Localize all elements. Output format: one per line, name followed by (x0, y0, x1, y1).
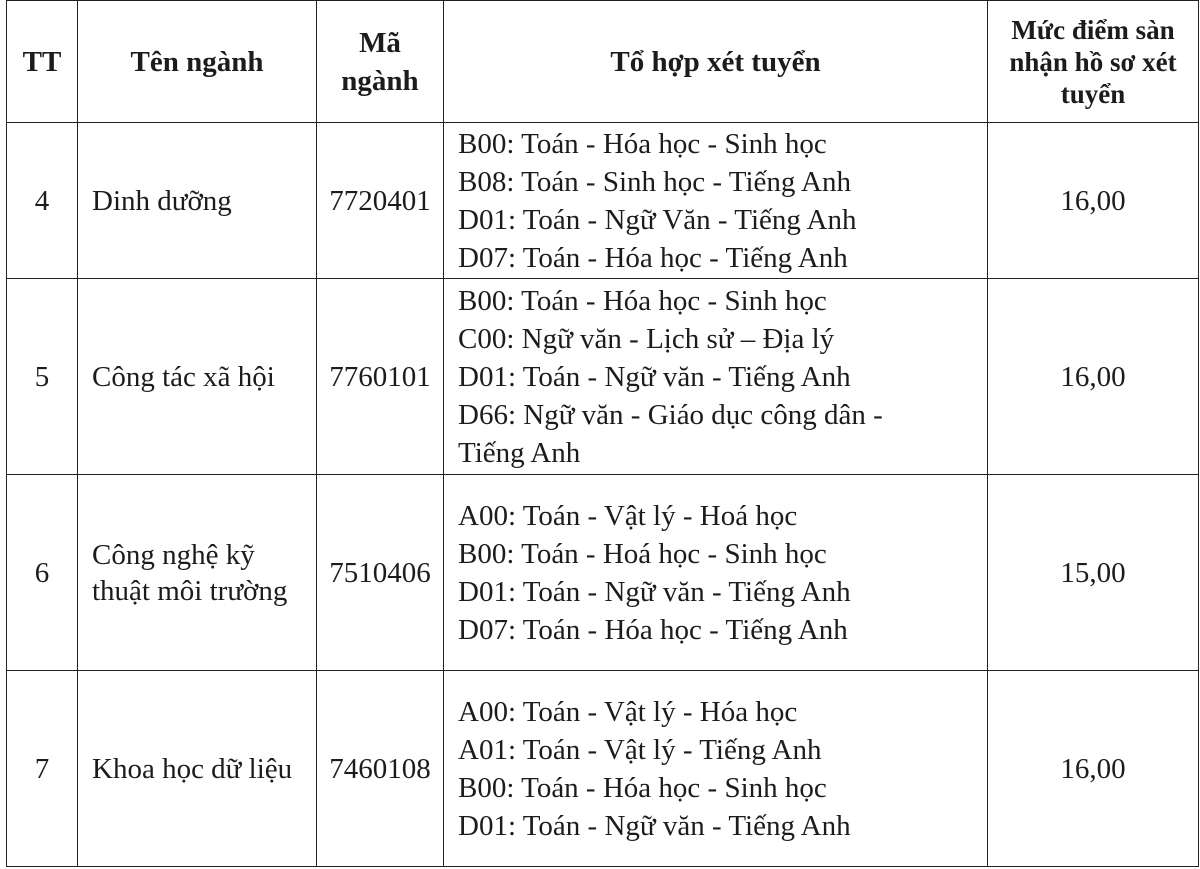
combo-line: D01: Toán - Ngữ Văn - Tiếng Anh (458, 203, 857, 236)
row-combos (444, 475, 988, 671)
row-combos (444, 671, 988, 867)
row-score: 15,00 (988, 475, 1199, 671)
row-code: 7760101 (317, 279, 444, 475)
row-name: Công tác xã hội (78, 279, 317, 475)
row-tt: 6 (7, 475, 78, 671)
combo-line: D01: Toán - Ngữ văn - Tiếng Anh (458, 575, 851, 608)
header-name: Tên ngành (78, 1, 317, 123)
row-tt: 5 (7, 279, 78, 475)
row-score: 16,00 (988, 671, 1199, 867)
row-combos (444, 279, 988, 475)
row-name: Công nghệ kỹ thuật môi trường (78, 475, 317, 671)
combo-line: D66: Ngữ văn - Giáo dục công dân - (458, 398, 883, 431)
combo-line: D01: Toán - Ngữ văn - Tiếng Anh (458, 360, 851, 393)
row-score: 16,00 (988, 279, 1199, 475)
header-code-text: Mã ngành (341, 26, 419, 97)
row-score: 16,00 (988, 123, 1199, 279)
combo-line: B00: Toán - Hóa học - Sinh học (458, 127, 827, 160)
header-tt: TT (7, 1, 78, 123)
combo-line: A00: Toán - Vật lý - Hóa học (458, 695, 798, 728)
row-code: 7720401 (317, 123, 444, 279)
row-combos (444, 123, 988, 279)
combo-line: Tiếng Anh (458, 436, 581, 469)
combo-line: A00: Toán - Vật lý - Hoá học (458, 499, 798, 532)
row-tt: 4 (7, 123, 78, 279)
header-score-text: Mức điểm sàn nhận hồ sơ xét tuyển (1009, 14, 1177, 109)
row-code: 7510406 (317, 475, 444, 671)
header-combos: Tổ hợp xét tuyển (444, 1, 988, 123)
combo-line: C00: Ngữ văn - Lịch sử – Địa lý (458, 322, 835, 355)
combo-line: A01: Toán - Vật lý - Tiếng Anh (458, 733, 822, 766)
combo-line: B00: Toán - Hóa học - Sinh học (458, 771, 827, 804)
table-row (7, 123, 1199, 279)
table-row (7, 279, 1199, 475)
header-score (988, 1, 1199, 123)
combo-line: D01: Toán - Ngữ văn - Tiếng Anh (458, 809, 851, 842)
table-row (7, 671, 1199, 867)
combo-line: B08: Toán - Sinh học - Tiếng Anh (458, 165, 852, 198)
admission-table (6, 0, 1199, 867)
header-code (317, 1, 444, 123)
row-code: 7460108 (317, 671, 444, 867)
combo-line: B00: Toán - Hoá học - Sinh học (458, 537, 827, 570)
row-name: Dinh dưỡng (78, 123, 317, 279)
combo-line: D07: Toán - Hóa học - Tiếng Anh (458, 613, 848, 646)
combo-line: D07: Toán - Hóa học - Tiếng Anh (458, 241, 848, 274)
row-tt: 7 (7, 671, 78, 867)
row-name: Khoa học dữ liệu (78, 671, 317, 867)
header-row (7, 1, 1199, 123)
table-row (7, 475, 1199, 671)
combo-line: B00: Toán - Hóa học - Sinh học (458, 284, 827, 317)
